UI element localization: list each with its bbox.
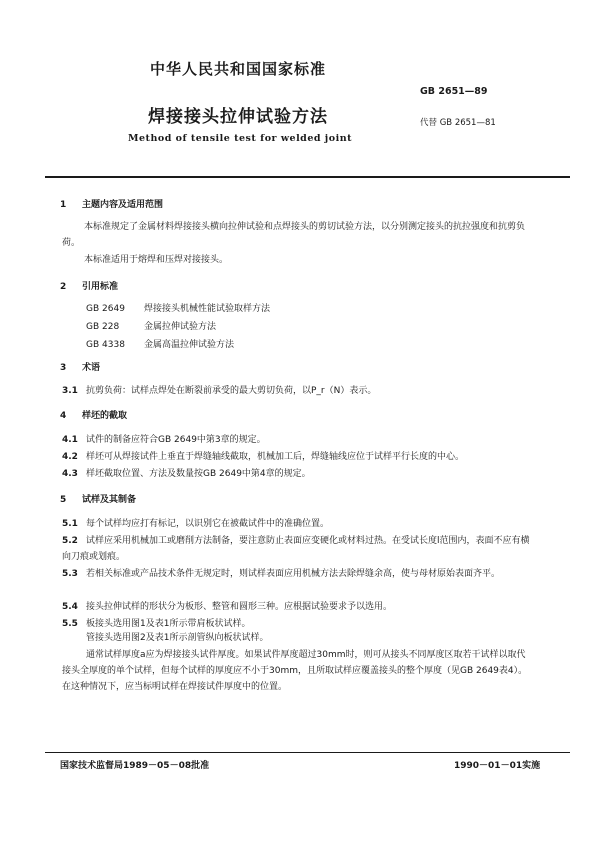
section-number: 2 [60, 282, 67, 292]
reference-code: GB 4338 [86, 340, 125, 350]
clause-text: 板接头选用图1及表1所示带肩板状试样。 [86, 619, 251, 629]
section-heading-2 [60, 279, 118, 292]
clause-text: 若相关标准或产品技术条件无规定时，则试样表面应用机械方法去除焊缝余高，使与母材原始表面齐平。 [86, 569, 501, 579]
clause-number: 5.3 [62, 569, 78, 579]
reference-item [86, 337, 234, 350]
section-1-paragraph-2: 本标准适用于熔焊和压焊对接接头。 [84, 255, 229, 265]
clause-number: 5.1 [62, 519, 78, 529]
clause-number: 5.5 [62, 619, 78, 629]
clause-5-2 [62, 533, 532, 565]
section-heading-1 [60, 197, 163, 210]
effective-date: 1990－01－01实施 [454, 761, 541, 771]
section-heading-5 [60, 492, 136, 505]
section-title: 术语 [82, 363, 101, 373]
document-title-en: Method of tensile test for welded joint [128, 133, 352, 144]
section-title: 主题内容及适用范围 [82, 200, 164, 210]
section-title: 引用标准 [82, 282, 119, 292]
reference-item [86, 319, 216, 332]
reference-code: GB 228 [86, 322, 120, 332]
clause-text: 接头拉伸试样的形状分为板形、整管和圆形三种。应根据试验要求予以选用。 [86, 602, 393, 612]
clause-5-1 [62, 516, 329, 529]
section-number: 4 [60, 411, 67, 421]
clause-5-5-paragraph-2: 管接头选用图2及表1所示剖管纵向板状试样。 [86, 633, 269, 643]
document-title-cn: 焊接接头拉伸试验方法 [148, 107, 328, 127]
clause-5-5-paragraph-3: 通常试样厚度a应为焊接接头试件厚度。如果试件厚度超过30mm时，则可从接头不同厚度区取若干试样以取代接头全厚度的单个试样，但每个试样的厚度应不小于30mm，且所取试样应覆盖接头的整个厚度（见GB 2649表4）。在这种情况下，应当标明试样在焊接试件厚度中的位置。 [62, 650, 528, 692]
section-number: 5 [60, 495, 67, 505]
reference-code: GB 2649 [86, 304, 125, 314]
clause-number: 3.1 [62, 386, 78, 396]
section-heading-4 [60, 408, 127, 421]
section-title: 试样及其制备 [82, 495, 137, 505]
clause-number: 4.1 [62, 435, 78, 445]
clause-5-3 [62, 566, 532, 582]
clause-text: 样坯可从焊接试件上垂直于焊缝轴线截取，机械加工后，焊缝轴线应位于试样平行长度的中心。 [86, 452, 465, 462]
clause-5-4 [62, 599, 392, 612]
clause-number: 5.4 [62, 602, 78, 612]
reference-title: 金属高温拉伸试验方法 [144, 340, 235, 350]
section-1-paragraph-1: 本标准规定了金属材料焊接接头横向拉伸试验和点焊接头的剪切试验方法，以分别测定接头的抗拉强度和抗剪负荷。 [62, 222, 526, 248]
replaces-standard: 代替 GB 2651—81 [420, 118, 496, 128]
clause-number: 5.2 [62, 536, 78, 546]
standard-number: GB 2651—89 [420, 86, 488, 97]
section-title: 样坯的截取 [82, 411, 128, 421]
clause-4-1 [62, 432, 266, 445]
section-number: 1 [60, 200, 67, 210]
footer-divider [45, 752, 570, 753]
clause-text: 试件的制备应符合GB 2649中第3章的规定。 [86, 435, 266, 445]
reference-title: 金属拉伸试验方法 [144, 322, 217, 332]
header-divider [45, 176, 570, 178]
clause-text: 每个试样均应打有标记，以识别它在被截试件中的准确位置。 [86, 519, 330, 529]
clause-5-5 [62, 616, 250, 629]
clause-number: 4.3 [62, 469, 78, 479]
clause-3-1 [62, 383, 376, 396]
clause-number: 4.2 [62, 452, 78, 462]
clause-4-3 [62, 466, 311, 479]
reference-item [86, 301, 270, 314]
country-standard-title: 中华人民共和国国家标准 [150, 60, 327, 78]
section-heading-3 [60, 360, 100, 373]
clause-text: 抗剪负荷：试样点焊处在断裂前承受的最大剪切负荷，以P_r（N）表示。 [86, 386, 377, 396]
section-number: 3 [60, 363, 67, 373]
clause-text: 样坯截取位置、方法及数量按GB 2649中第4章的规定。 [86, 469, 311, 479]
reference-title: 焊接接头机械性能试验取样方法 [144, 304, 271, 314]
clause-4-2 [62, 449, 464, 462]
approval-date: 国家技术监督局1989－05－08批准 [60, 761, 210, 771]
clause-text: 试样应采用机械加工或磨削方法制备，要注意防止表面应变硬化或材料过热。在受试长度l范围内，表面不应有横向刀痕或划痕。 [62, 536, 530, 562]
